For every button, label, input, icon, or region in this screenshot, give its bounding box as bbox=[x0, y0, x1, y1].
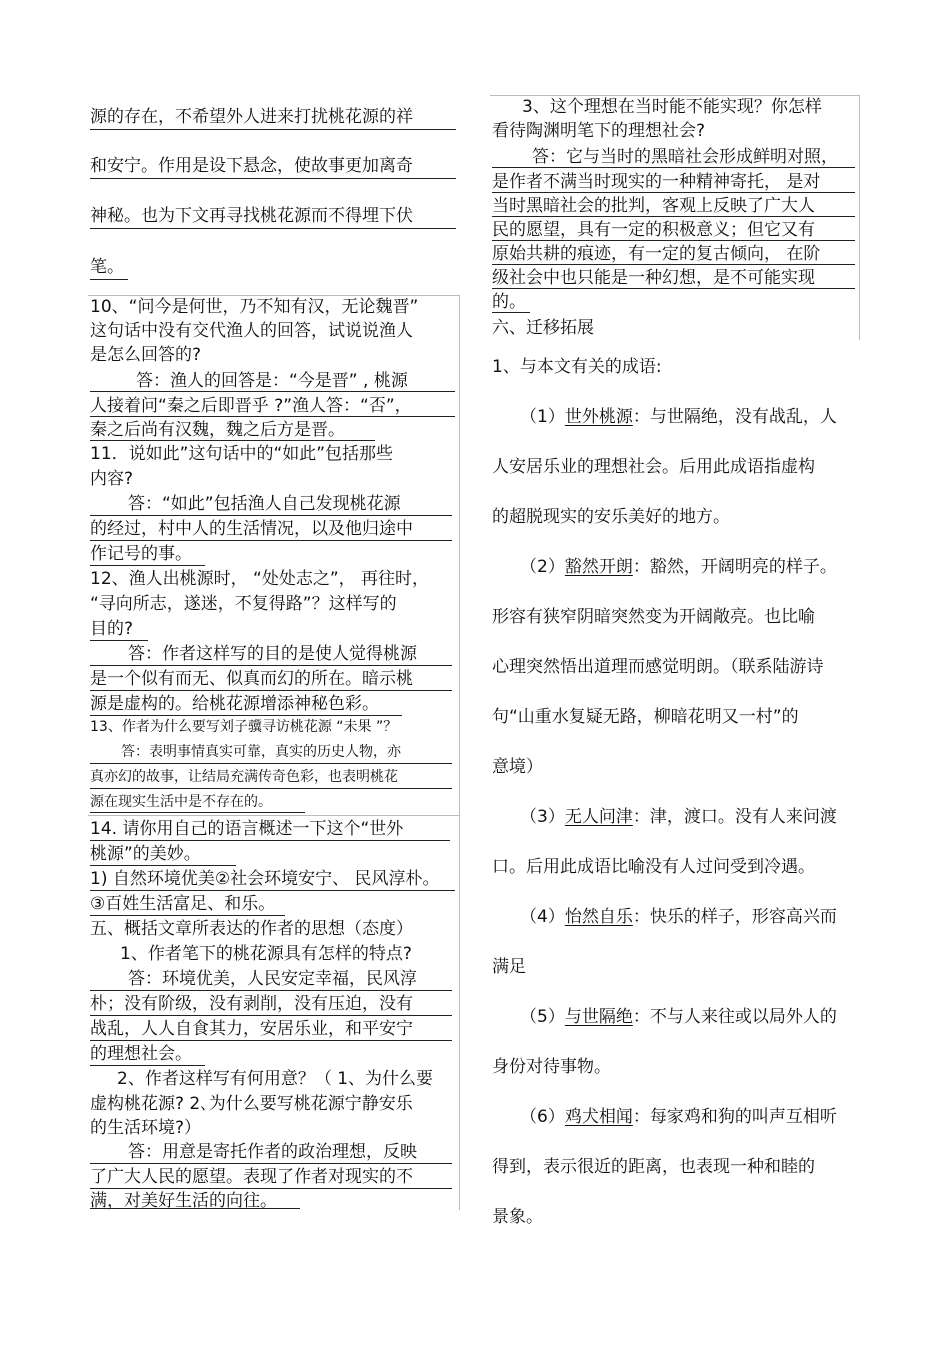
answer-text: 答：它与当时的黑暗社会形成鲜明对照， bbox=[532, 147, 838, 167]
question-text: 是怎么回答的? bbox=[90, 345, 202, 365]
text-line: 句“山重水复疑无路，柳暗花明又一村”的 bbox=[492, 707, 799, 727]
question-text: “寻向所志，遂迷，不复得路”？这样写的 bbox=[90, 594, 397, 614]
text-line: 意境） bbox=[492, 757, 543, 777]
answer-text: 朴；没有阶级，没有剥削，没有压迫，没有 bbox=[90, 994, 413, 1014]
section-title: 五、概括文章所表达的作者的思想（态度） bbox=[90, 919, 413, 939]
question-text: 3、这个理想在当时能不能实现？你怎样 bbox=[522, 97, 822, 117]
idiom-term: 世外桃源 bbox=[564, 407, 633, 427]
text-line: 景象。 bbox=[492, 1207, 543, 1227]
question-text: 目的? bbox=[90, 619, 134, 639]
answer-text: 源在现实生活中是不存在的。 bbox=[90, 794, 272, 810]
question-text: 2、作者这样写有何用意？（ 1、为什么要 bbox=[117, 1069, 434, 1089]
idiom-item: （2）豁然开朗：豁然，开阔明亮的样子。 bbox=[520, 557, 837, 577]
question-text: 看待陶渊明笔下的理想社会? bbox=[492, 121, 706, 141]
answer-text: 真亦幻的故事，让结局充满传奇色彩，也表明桃花 bbox=[90, 769, 398, 785]
text-line: 口。后用此成语比喻没有人过问受到冷遇。 bbox=[492, 857, 815, 877]
question-text: 12、渔人出桃源时， “处处志之”， 再往时， bbox=[90, 569, 430, 589]
answer-text: 的理想社会。 bbox=[90, 1044, 192, 1064]
answer-text: 是作者不满当时现实的一种精神寄托， 是对 bbox=[492, 172, 821, 192]
answer-text: 满，对美好生活的向往。 bbox=[90, 1191, 277, 1211]
answer-text: 战乱，人人自食其力，安居乐业，和平安宁 bbox=[90, 1019, 413, 1039]
text-line: 笔。 bbox=[90, 257, 124, 277]
answer-text: 的。 bbox=[492, 292, 526, 312]
question-text: 10、“问今是何世，乃不知有汉，无论魏晋” bbox=[90, 297, 419, 317]
text-line: 形容有狭窄阴暗突然变为开阔敞亮。也比喻 bbox=[492, 607, 815, 627]
answer-text: 是一个似有而无、似真而幻的所在。暗示桃 bbox=[90, 669, 413, 689]
answer-text: 答：环境优美，人民安定幸福，民风淳 bbox=[128, 969, 417, 989]
question-text: 13、作者为什么要写刘子骥寻访桃花源 “未果 ”？ bbox=[90, 719, 398, 735]
answer-text: 的经过，村中人的生活情况，以及他归途中 bbox=[90, 519, 413, 539]
idiom-item: （1）世外桃源：与世隔绝，没有战乱，人 bbox=[520, 407, 837, 427]
answer-text: 秦之后尚有汉魏，魏之后方是晋。 bbox=[90, 420, 345, 440]
text-line: 满足 bbox=[492, 957, 526, 977]
answer-text: ③百姓生活富足、和乐。 bbox=[90, 894, 276, 914]
question-text: 虚构桃花源? 2､为什么要写桃花源宁静安乐 bbox=[90, 1094, 413, 1114]
idiom-item: （3）无人问津：津，渡口。没有人来问渡 bbox=[520, 807, 837, 827]
idiom-item: （5）与世隔绝：不与人来往或以局外人的 bbox=[520, 1007, 837, 1027]
text-line: 人安居乐业的理想社会。后用此成语指虚构 bbox=[492, 457, 815, 477]
frame-mid-left bbox=[88, 815, 459, 816]
answer-text: 民的愿望，具有一定的积极意义；但它又有 bbox=[492, 220, 815, 240]
idiom-term: 鸡犬相闻 bbox=[564, 1107, 633, 1127]
question-text: 这句话中没有交代渔人的回答，试说说渔人 bbox=[90, 321, 413, 341]
answer-text: 原始共耕的痕迹，有一定的复古倾向， 在阶 bbox=[492, 244, 821, 264]
idiom-item: （6）鸡犬相闻：每家鸡和狗的叫声互相听 bbox=[520, 1107, 837, 1127]
answer-text: 答：渔人的回答是：“今是晋” , 桃源 bbox=[136, 371, 408, 391]
answer-text: 人接着问“秦之后即晋乎 ?”渔人答：“否”， bbox=[90, 396, 412, 416]
section-title: 六、迁移拓展 bbox=[492, 318, 594, 338]
text-line: 心理突然悟出道理而感觉明朗。（联系陆游诗 bbox=[492, 657, 824, 677]
answer-text: 级社会中也只能是一种幻想，是不可能实现 bbox=[492, 268, 815, 288]
column-divider-right bbox=[859, 95, 860, 340]
idiom-term: 豁然开朗 bbox=[564, 557, 633, 577]
text-line: 源的存在，不希望外人进来打扰桃花源的祥 bbox=[90, 107, 413, 127]
answer-text: 作记号的事。 bbox=[90, 544, 192, 564]
column-divider-left bbox=[459, 295, 460, 1210]
question-text: 14. 请你用自己的语言概述一下这个“世外 bbox=[90, 819, 404, 839]
question-text: 11．说如此”这句话中的“如此”包括那些 bbox=[90, 444, 394, 464]
text-line: 的超脱现实的安乐美好的地方。 bbox=[492, 507, 730, 527]
idiom-term: 怡然自乐 bbox=[564, 907, 633, 927]
answer-text: 了广大人民的愿望。表现了作者对现实的不 bbox=[90, 1167, 413, 1187]
idiom-term: 与世隔绝 bbox=[564, 1007, 633, 1027]
answer-text: 1) 自然环境优美②社会环境安宁、 民风淳朴。 bbox=[90, 869, 440, 889]
text-line: 和安宁。作用是设下悬念，使故事更加离奇 bbox=[90, 156, 413, 176]
answer-text: 答：表明事情真实可靠，真实的历史人物，亦 bbox=[121, 744, 401, 760]
section-subtitle: 1、与本文有关的成语: bbox=[492, 357, 662, 377]
answer-text: 答：用意是寄托作者的政治理想，反映 bbox=[128, 1142, 417, 1162]
answer-text: 当时黑暗社会的批判，客观上反映了广大人 bbox=[492, 196, 815, 216]
idiom-term: 无人问津 bbox=[564, 807, 633, 827]
question-text: 桃源”的美妙。 bbox=[90, 844, 201, 864]
answer-text: 答：作者这样写的目的是使人觉得桃源 bbox=[128, 644, 417, 664]
idiom-item: （4）怡然自乐：快乐的样子，形容高兴而 bbox=[520, 907, 837, 927]
answer-text: 源是虚构的。给桃花源增添神秘色彩。 bbox=[90, 694, 379, 714]
text-line: 身份对待事物。 bbox=[492, 1057, 611, 1077]
answer-text: 答：“如此”包括渔人自己发现桃花源 bbox=[128, 494, 401, 514]
question-text: 1、作者笔下的桃花源具有怎样的特点? bbox=[120, 944, 412, 964]
text-line: 得到，表示很近的距离，也表现一种和睦的 bbox=[492, 1157, 815, 1177]
question-text: 的生活环境?） bbox=[90, 1118, 202, 1138]
question-text: 内容? bbox=[90, 469, 134, 489]
text-line: 神秘。也为下文再寻找桃花源而不得埋下伏 bbox=[90, 206, 413, 226]
